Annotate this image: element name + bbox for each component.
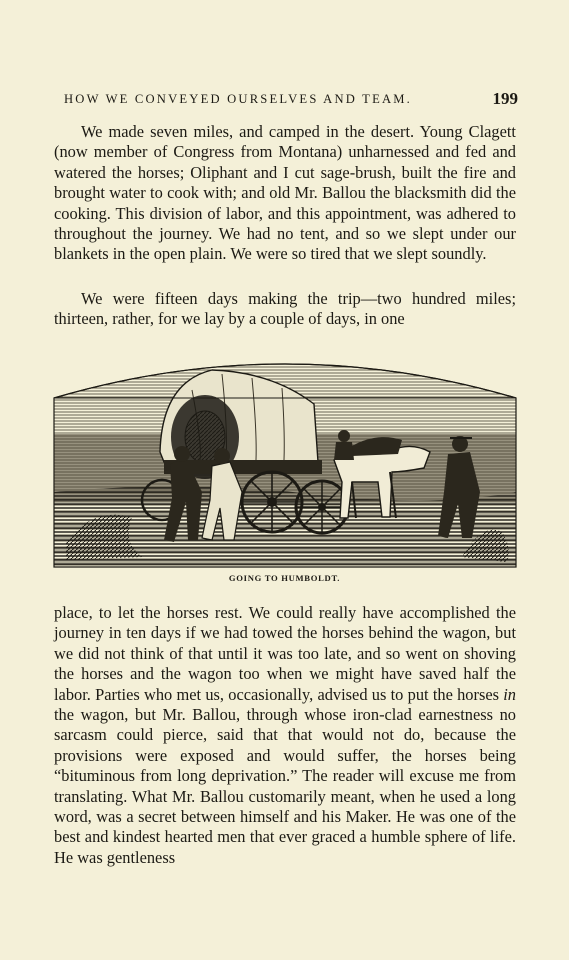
wagon-engraving xyxy=(52,342,518,570)
paragraph-3-text xyxy=(54,603,516,868)
paragraph-2-text: We were fifteen days making the trip—two hundred miles; thirteen, rather, for we lay by a couple of days, in one xyxy=(54,289,516,329)
paragraph-2 xyxy=(54,289,516,330)
paragraph-3-part-2: the wagon, but Mr. Ballou, through whose iron-clad earnestness no sarcasm could pierce, said that that would not do, because the provisions were exposed and would suffer, the horses being “bituminous from long deprivation.” The reader will excuse me from translating. What Mr. Ballou customarily meant, when he used a long word, was a secret between himself and his Maker. He was one of the best and kindest hearted men that ever graced a humble sphere of life. He was gentleness xyxy=(54,705,516,867)
paragraph-1-text: We made seven miles, and camped in the desert. Young Clagett (now member of Congress from Montana) unharnessed and fed and watered the horses; Oliphant and I cut sage-brush, built the fire and brought water to cook with; and old Mr. Ballou the blacksmith did the cooking. This division of labor, and this appointment, was adhered to throughout the journey. We had no tent, and so we slept under our blankets in the open plain. We were so tired that we slept soundly. xyxy=(54,122,516,264)
running-title: HOW WE CONVEYED OURSELVES AND TEAM. xyxy=(64,92,413,106)
paragraph-3-part-1: place, to let the horses rest. We could really have accomplished the journey in ten days if we had towed the horses behind the wagon, but we did not think of that until it was too late, and so went on shoving the horses and the wagon too when we might have saved half the labor. Parties who met us, occasionally, advised us to put the horses xyxy=(54,603,516,704)
emphasis-in: in xyxy=(503,684,516,704)
running-header xyxy=(64,89,518,108)
paragraph-3 xyxy=(54,603,516,868)
page-number: 199 xyxy=(492,89,518,108)
figure-caption: GOING TO HUMBOLDT. xyxy=(228,573,341,583)
paragraph-1 xyxy=(54,122,516,265)
